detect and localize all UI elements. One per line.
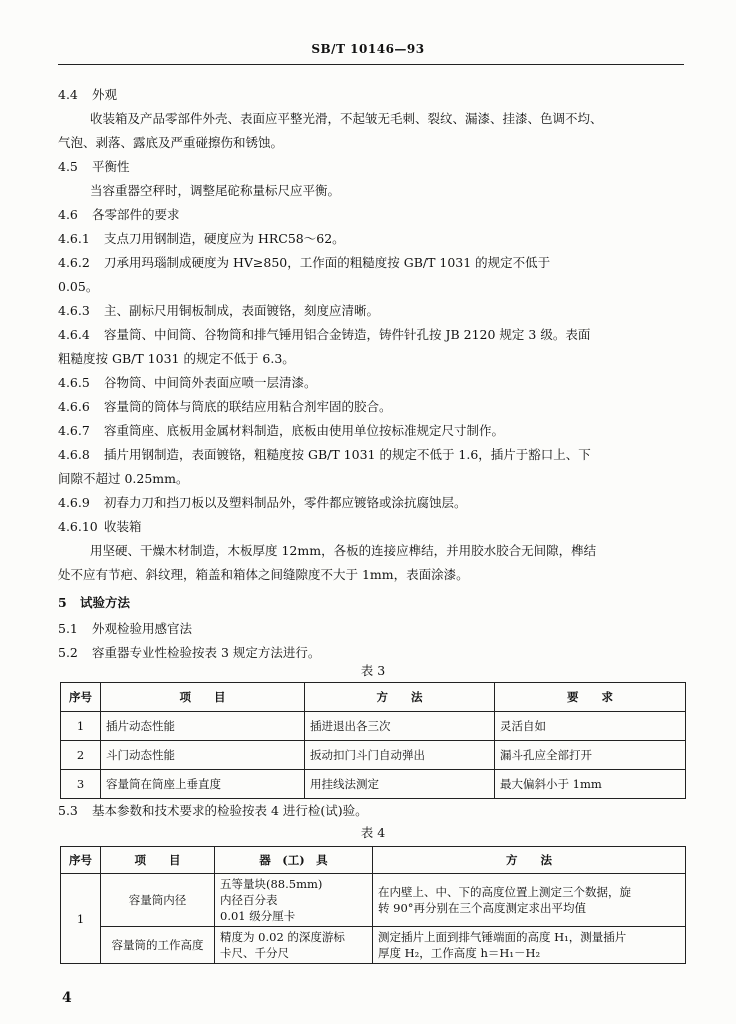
table-cell: 1 bbox=[61, 874, 101, 964]
table-cell: 容量筒内径 bbox=[101, 874, 215, 927]
section-4-6-2: 4.6.2 刀承用玛瑙制成硬度为 HV≥850，工作面的粗糙度按 GB/T 1031 的规定不低于 bbox=[58, 255, 551, 270]
table-header-row bbox=[61, 683, 686, 712]
table-4-caption: 表 4 bbox=[360, 825, 386, 840]
page-header: SB/T 10146—93 bbox=[311, 42, 425, 56]
col-header: 项 目 bbox=[101, 683, 305, 712]
table-row bbox=[61, 927, 686, 964]
col-header: 项 目 bbox=[101, 847, 215, 874]
table-cell: 2 bbox=[61, 741, 101, 770]
table-cell: 最大偏斜小于 1mm bbox=[495, 770, 686, 799]
section-4-6-1: 4.6.1 支点刀用钢制造，硬度应为 HRC58～62。 bbox=[58, 231, 345, 246]
section-4-6-7: 4.6.7 容重筒座、底板用金属材料制造，底板由使用单位按标准规定尺寸制作。 bbox=[58, 423, 505, 438]
table-cell: 用挂线法测定 bbox=[305, 770, 495, 799]
table-3-caption: 表 3 bbox=[360, 663, 386, 678]
table-cell: 五等量块(88.5mm) 内径百分表 0.01 级分厘卡 bbox=[215, 874, 373, 927]
col-header: 方 法 bbox=[373, 847, 686, 874]
table-cell: 1 bbox=[61, 712, 101, 741]
page-number: 4 bbox=[62, 990, 72, 1006]
section-4-6-heading: 4.6 各零部件的要求 bbox=[58, 207, 180, 222]
table-row bbox=[61, 770, 686, 799]
section-4-5-text: 当容重器空秤时，调整尾砣称量标尺应平衡。 bbox=[90, 183, 341, 198]
table-header-row bbox=[61, 847, 686, 874]
table-cell: 容量筒的工作高度 bbox=[101, 927, 215, 964]
table-4 bbox=[60, 846, 686, 964]
section-4-6-10-text: 用坚硬、干燥木材制造，木板厚度 12mm，各板的连接应榫结，并用胶水胶合无间隙，榫结 bbox=[90, 543, 597, 558]
section-4-6-8: 4.6.8 插片用钢制造，表面镀铬，粗糙度按 GB/T 1031 的规定不低于 1.6，插片于豁口上、下 bbox=[58, 447, 591, 462]
table-cell: 漏斗孔应全部打开 bbox=[495, 741, 686, 770]
table-cell: 3 bbox=[61, 770, 101, 799]
table-row bbox=[61, 874, 686, 927]
table-cell: 容量筒在筒座上垂直度 bbox=[101, 770, 305, 799]
section-4-4-text: 收装箱及产品零部件外壳、表面应平整光滑，不起皱无毛刺、裂纹、漏漆、挂漆、色调不均、 bbox=[90, 111, 603, 126]
table-cell: 测定插片上面到排气锤端面的高度 H₁，测量插片 厚度 H₂，工作高度 h＝H₁－H₂ bbox=[373, 927, 686, 964]
table-cell: 灵活自如 bbox=[495, 712, 686, 741]
section-4-6-4: 4.6.4 容量筒、中间筒、谷物筒和排气锤用铝合金铸造，铸件针孔按 JB 2120 规定 3 级。表面 bbox=[58, 327, 591, 342]
table-cell: 插片动态性能 bbox=[101, 712, 305, 741]
section-5-1: 5.1 外观检验用感官法 bbox=[58, 621, 193, 636]
col-header: 要 求 bbox=[495, 683, 686, 712]
section-5-3: 5.3 基本参数和技术要求的检验按表 4 进行检(试)验。 bbox=[58, 803, 368, 818]
section-4-6-3: 4.6.3 主、副标尺用铜板制成，表面镀铬，刻度应清晰。 bbox=[58, 303, 380, 318]
table-cell: 在内壁上、中、下的高度位置上测定三个数据，旋 转 90°再分别在三个高度测定求出平均值 bbox=[373, 874, 686, 927]
section-4-6-10-text-cont: 处不应有节疤、斜纹理，箱盖和箱体之间缝隙度不大于 1mm，表面涂漆。 bbox=[58, 567, 469, 582]
section-4-6-8-cont: 间隙不超过 0.25mm。 bbox=[58, 471, 189, 486]
col-header: 方 法 bbox=[305, 683, 495, 712]
section-4-6-6: 4.6.6 容量筒的筒体与筒底的联结应用粘合剂牢固的胶合。 bbox=[58, 399, 392, 414]
section-4-6-9: 4.6.9 初春力刀和挡刀板以及塑料制品外，零件都应镀铬或涂抗腐蚀层。 bbox=[58, 495, 467, 510]
section-5-heading: 5 试验方法 bbox=[58, 595, 131, 610]
section-4-6-5: 4.6.5 谷物筒、中间筒外表面应喷一层清漆。 bbox=[58, 375, 317, 390]
col-header: 序号 bbox=[61, 683, 101, 712]
table-3 bbox=[60, 682, 686, 799]
section-4-6-4-cont: 粗糙度按 GB/T 1031 的规定不低于 6.3。 bbox=[58, 351, 295, 366]
section-4-6-10-heading: 4.6.10 收装箱 bbox=[58, 519, 142, 534]
table-cell: 精度为 0.02 的深度游标 卡尺、千分尺 bbox=[215, 927, 373, 964]
table-row bbox=[61, 741, 686, 770]
table-row bbox=[61, 712, 686, 741]
table-cell: 扳动扣门斗门自动弹出 bbox=[305, 741, 495, 770]
section-5-2: 5.2 容重器专业性检验按表 3 规定方法进行。 bbox=[58, 645, 321, 660]
col-header: 器 (工) 具 bbox=[215, 847, 373, 874]
col-header: 序号 bbox=[61, 847, 101, 874]
section-4-4-text-cont: 气泡、剥落、露底及严重碰擦伤和锈蚀。 bbox=[58, 135, 284, 150]
section-4-4-heading: 4.4 外观 bbox=[58, 87, 118, 102]
section-4-5-heading: 4.5 平衡性 bbox=[58, 159, 130, 174]
section-4-6-2-cont: 0.05。 bbox=[58, 279, 99, 294]
table-cell: 插进退出各三次 bbox=[305, 712, 495, 741]
table-cell: 斗门动态性能 bbox=[101, 741, 305, 770]
header-rule bbox=[58, 64, 684, 65]
